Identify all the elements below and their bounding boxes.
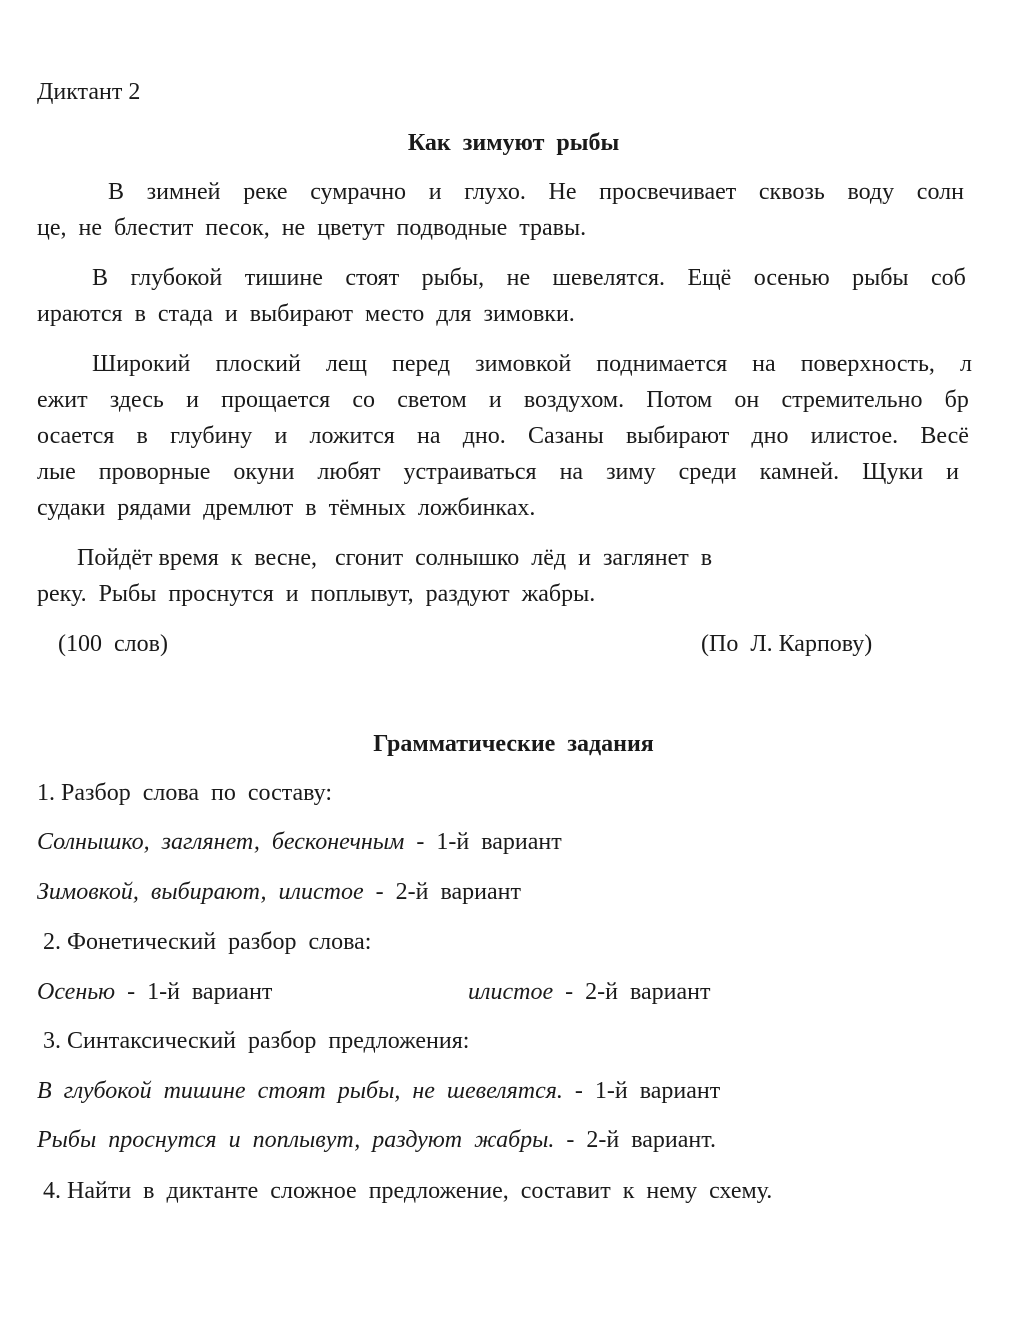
word: и bbox=[274, 423, 288, 449]
task-2-variant-2-word: илистое bbox=[468, 979, 554, 1005]
paragraph-3-line-4 bbox=[37, 460, 959, 484]
word: В bbox=[108, 179, 125, 205]
task-2-variant-1-word: Осенью bbox=[37, 979, 116, 1005]
source-attribution: (По Л. Карпову) bbox=[701, 631, 873, 657]
word: соб bbox=[931, 265, 966, 291]
word: илистое. bbox=[810, 423, 899, 449]
task-3-variant-1-label: - 1-й вариант bbox=[562, 1078, 721, 1104]
word: проворные bbox=[98, 459, 211, 485]
task-1-variant-1-words: Солнышко, заглянет, бесконечным bbox=[37, 829, 405, 855]
paragraph-3-line-3 bbox=[37, 424, 969, 448]
task-4-heading: 4. Найти в диктанте сложное предложение, составит к нему схему. bbox=[43, 1178, 773, 1204]
word: ежит bbox=[37, 387, 88, 413]
word: Потом bbox=[646, 387, 713, 413]
paragraph-2-line-2: ираются в стада и выбирают место для зимовки. bbox=[37, 301, 575, 327]
word: светом bbox=[397, 387, 467, 413]
word: камней. bbox=[759, 459, 840, 485]
word: бр bbox=[944, 387, 969, 413]
task-1-variant-2 bbox=[37, 880, 521, 904]
task-3-variant-1-sentence: В глубокой тишине стоят рыбы, не шевелятся. bbox=[37, 1078, 563, 1104]
dictation-title: Как зимуют рыбы bbox=[407, 130, 620, 156]
word: зиму bbox=[606, 459, 656, 485]
word: зимовкой bbox=[475, 351, 572, 377]
task-2-variant-1 bbox=[37, 980, 272, 1004]
word: сумрачно bbox=[310, 179, 407, 205]
task-3-variant-2-sentence: Рыбы проснутся и поплывут, раздуют жабры. bbox=[37, 1127, 555, 1153]
word: лещ bbox=[325, 351, 367, 377]
word: реке bbox=[243, 179, 288, 205]
word: устраиваться bbox=[403, 459, 537, 485]
word: сквозь bbox=[758, 179, 825, 205]
task-1-variant-1-label: - 1-й вариант bbox=[404, 829, 562, 855]
paragraph-3-line-2 bbox=[37, 388, 969, 412]
word: Щуки bbox=[862, 459, 924, 485]
word: рыбы bbox=[852, 265, 909, 291]
paragraph-3-line-5: судаки рядами дремлют в тёмных ложбинках. bbox=[37, 495, 536, 521]
paragraph-2-line-1 bbox=[92, 266, 966, 290]
task-2-variant-2 bbox=[468, 980, 710, 1004]
task-3-heading: 3. Синтаксический разбор предложения: bbox=[43, 1028, 470, 1054]
task-2-variant-2-label: - 2-й вариант bbox=[553, 979, 711, 1005]
word: перед bbox=[392, 351, 451, 377]
word: тишине bbox=[244, 265, 323, 291]
word: ложится bbox=[309, 423, 395, 449]
word: любят bbox=[317, 459, 381, 485]
word: осается bbox=[37, 423, 115, 449]
word: В bbox=[92, 265, 109, 291]
task-1-variant-2-words: Зимовкой, выбирают, илистое bbox=[37, 879, 364, 905]
word: зимней bbox=[146, 179, 221, 205]
word: и bbox=[946, 459, 959, 485]
task-3-variant-2-label: - 2-й вариант. bbox=[554, 1127, 716, 1153]
paragraph-1-line-2: це, не блестит песок, не цветут подводные травы. bbox=[37, 215, 587, 241]
paragraph-1-line-1 bbox=[108, 180, 964, 204]
word: Не bbox=[548, 179, 577, 205]
word: л bbox=[959, 351, 972, 377]
dictation-label: Диктант 2 bbox=[37, 79, 141, 105]
word: на bbox=[417, 423, 441, 449]
word: и bbox=[186, 387, 199, 413]
paragraph-3-line-1 bbox=[92, 352, 972, 376]
word: среди bbox=[678, 459, 737, 485]
word: дно bbox=[751, 423, 789, 449]
task-3-variant-1 bbox=[37, 1079, 720, 1103]
task-1-variant-1 bbox=[37, 830, 562, 854]
word: окуни bbox=[233, 459, 295, 485]
word: не bbox=[506, 265, 531, 291]
word: солн bbox=[916, 179, 964, 205]
word: воздухом. bbox=[523, 387, 625, 413]
word: Весё bbox=[920, 423, 969, 449]
task-3-variant-2 bbox=[37, 1128, 716, 1152]
word: Сазаны bbox=[527, 423, 604, 449]
word: прощается bbox=[221, 387, 331, 413]
task-2-variant-1-label: - 1-й вариант bbox=[115, 979, 273, 1005]
word: выбирают bbox=[625, 423, 730, 449]
word: дно. bbox=[462, 423, 506, 449]
word: глухо. bbox=[464, 179, 526, 205]
word: воду bbox=[847, 179, 895, 205]
word: рыбы, bbox=[421, 265, 485, 291]
word-count: (100 слов) bbox=[58, 631, 168, 657]
word: поверхность, bbox=[800, 351, 935, 377]
word: и bbox=[428, 179, 442, 205]
word: глубокой bbox=[130, 265, 223, 291]
word: стоят bbox=[345, 265, 400, 291]
word: он bbox=[734, 387, 760, 413]
task-1-variant-2-label: - 2-й вариант bbox=[363, 879, 521, 905]
word: здесь bbox=[109, 387, 164, 413]
word: шевелятся. bbox=[552, 265, 666, 291]
word: на bbox=[752, 351, 776, 377]
word: со bbox=[352, 387, 376, 413]
word: просвечивает bbox=[599, 179, 737, 205]
task-1-heading: 1. Разбор слова по составу: bbox=[37, 780, 333, 806]
word: поднимается bbox=[596, 351, 728, 377]
word: Широкий bbox=[92, 351, 191, 377]
paragraph-4-line-1: Пойдёт время к весне, сгонит солнышко лёд и заглянет в bbox=[77, 545, 713, 571]
word: в bbox=[136, 423, 148, 449]
word: и bbox=[488, 387, 502, 413]
word: на bbox=[559, 459, 584, 485]
paragraph-4-line-2: реку. Рыбы проснутся и поплывут, раздуют жабры. bbox=[37, 581, 596, 607]
word: стремительно bbox=[781, 387, 923, 413]
word: Ещё bbox=[687, 265, 732, 291]
word: осенью bbox=[753, 265, 830, 291]
tasks-title: Грамматические задания bbox=[373, 731, 654, 757]
word: лые bbox=[37, 459, 76, 485]
word: глубину bbox=[170, 423, 253, 449]
task-2-heading: 2. Фонетический разбор слова: bbox=[43, 929, 372, 955]
word: плоский bbox=[215, 351, 301, 377]
